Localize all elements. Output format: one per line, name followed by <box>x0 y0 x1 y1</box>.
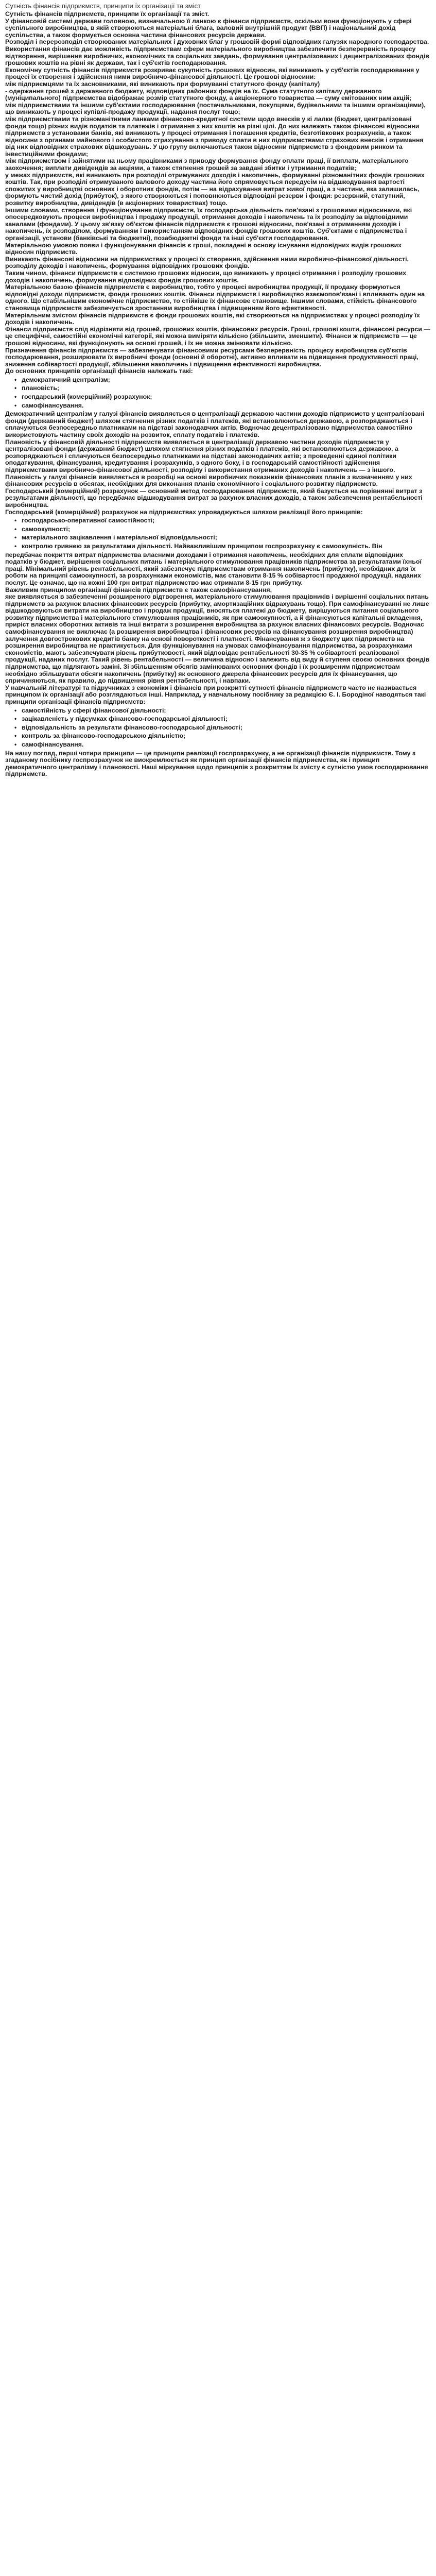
list-item <box>16 543 431 550</box>
list-item <box>16 517 431 524</box>
bullet-list <box>5 707 431 749</box>
list-item-text: контролю гривнею за результатами діяльності. Найважливішим принципом госпрозрахунку є самоокупність. Він <box>22 542 382 550</box>
paragraph: Таким чином, фінанси підприємств є системою грошових відносин, що виникають у процесі отримання і розподілу грошових доходів і накопичень, формування відповідних фондів грошових коштів. <box>5 269 407 284</box>
list-item <box>16 402 431 410</box>
paragraph: Іншими словами, створення і функціонування підприємств, їх господарська діяльність пов'язані з грошовими відносинами, які опосередковують процеси виробництва і продажу продукції, отримання доходів і накопичень та їх розподілу за відповідними каналами (фондами). У цьому зв'язку об'єктом фінансів підприємств є грошові відносини, пов'язані з отриманням доходів і накопичень, їх розподілом, формуванням і використанням відповідних фондів грошових коштів. Суб'єктами є підприємства і організації, установи (банківські та бюджетні), позабюджетні фонди та інші суб'єкти господарювання. <box>5 206 412 242</box>
paragraph: - одержання грошей з державного бюджету, відповідних районних фондів на їх. Сума статутного капіталу державного (муніципального) підприємства відображає розмір статутного фонду, а акціонерного товариства — суму емітованих ним акцій; <box>5 87 412 102</box>
bullet-icon: • <box>14 525 17 533</box>
list-item-text: самоокупності; <box>22 525 71 533</box>
paragraph: Господарський (комерційний) розрахунок — основний метод господарювання підприємств, який базується на порівнянні витрат з результатами діяльності, що передбачає відшкодування витрат за рахунок власних доходів, а також забезпечення рентабельності виробництва. <box>5 487 423 509</box>
list-item-text: самофінансування. <box>22 401 84 409</box>
paragraph: Демократичний централізм у галузі фінансів виявляється в централізації державою частини доходів підприємств у централізовані фонди (державний бюджет) шляхом стягнення різних податків і платежів, які встановлюються державою, а розпоряджаються і сплачуються безпосередньо платниками на підставі законодавчих актів. Водночас децентралізовано підприємства самостійно використовують частину своїх доходів на розвиток, сплату податків і платежів. <box>5 410 425 439</box>
bullet-icon: • <box>14 740 17 748</box>
paragraph: На нашу погляд, перші чотири принципи — це принципи реалізації госпрозрахунку, а не організації фінансів підприємств. Тому з згаданому посібнику госпрозрахунок не виокремлюється як принцип організації фінансів підприємства, як і принцип демократичного централізму і плановості. Наші міркування щодо принципів з розкриттям їх змісту є сутністю умов господарювання підприємств. <box>5 749 428 778</box>
paragraph: У навчальній літературі та підручниках з економіки і фінансів при розкритті сутності фінансів підприємств часто не називається принципом їх організації або розглядаються інші. Наприклад, у навчальному посібнику за редакцією Є. І. Бородіної наводяться такі принципи організації фінансів підприємств: <box>5 684 426 705</box>
bullet-icon: • <box>14 393 17 401</box>
bullet-icon: • <box>14 732 17 740</box>
bullet-icon: • <box>14 384 17 392</box>
paragraph: Призначення фінансів підприємств — забезпечувати фінансовими ресурсами безперервність процесу виробництва суб'єктів господарювання, розширювати їх виробничі фонди (основні й оборотні), активно впливати на підвищення продуктивності праці, зниження собівартості продукції, збільшення накопичень і підвищення ефективності виробництва. <box>5 346 418 368</box>
bullet-icon: • <box>14 723 17 731</box>
paragraph: Виникають фінансові відносини на підприємствах у процесі їх створення, здійснення ними виробничо-фінансової діяльності, розподілу доходів і накопичень, формування відповідних грошових фондів. <box>5 255 409 270</box>
list-item <box>16 707 431 715</box>
paragraph: між підприємствами та іншими суб'єктами господарювання (постачальниками, покупцями, будівельними та іншими організаціями), що виникають у процесі купівлі-продажу продукції, надання послуг тощо; <box>5 101 426 116</box>
document <box>0 0 436 782</box>
list-item-text: плановість; <box>22 384 60 392</box>
bullet-icon: • <box>14 715 17 723</box>
list-item <box>16 741 431 749</box>
bullet-list <box>5 377 431 409</box>
paragraph: у межах підприємств, які виникають при розподілі отримуваних доходів і накопичень, формуванні різноманітних фондів грошових коштів. Так, при розподілі отримуваного валового доходу частина його спрямовується передусім на відшкодування вартості спожитих у виробництві основних і оборотних фондів, потім — на відрахування витрат живої праці, а з частини, яка залишилась, формують чистий дохід (прибуток), з якого створюються і поповнюються відповідні резерви і фонди: резервний, статутний, розвитку виробництва, дивідендів (в акціонерних товариствах) тощо. <box>5 171 425 207</box>
paragraph: Плановість у галузі фінансів виявляється в розробці на основі виробничих показників фінансових планів з визначенням у них фінансових ресурсів в обсягах, необхідних для виконання планів економічного і соціального розвитку підприємств. <box>5 473 412 488</box>
list-item-text: демократичний централізм; <box>22 376 110 383</box>
bullet-icon: • <box>14 534 17 541</box>
page-title: Сутність фінансів підприємств, принципи їх організації та зміст <box>5 2 201 10</box>
paragraph: У фінансовій системі держави головною, визначальною її ланкою є фінанси підприємств, оскільки вони функціонують у сфері суспільного виробництва, в якій створюються матеріальні блага, валовий внутрішній продукт (ВВП) і національний дохід суспільства, а також формується основна частина фінансових ресурсів держави. <box>5 17 412 39</box>
list-item <box>16 385 431 392</box>
list-item <box>16 394 431 401</box>
bullet-icon: • <box>14 376 17 383</box>
document-body <box>5 11 431 778</box>
paragraph: Фінанси підприємств слід відрізняти від грошей, грошових коштів, фінансових ресурсів. Гроші, грошові кошти, фінансові ресурси — це специфічні, самостійні економічні категорії, які можна виміряти кількісно (збільшити, зменшити). Фінанси ж підприємств — це грошові відносини, які функціонують на основі грошей, і їх не можна змінювати кількісно. <box>5 325 430 347</box>
list-item-text: самофінансування. <box>22 740 84 748</box>
list-item-text: господарсько-оперативної самостійності; <box>22 517 155 524</box>
list-item <box>16 377 431 384</box>
list-item <box>16 733 431 740</box>
list-item-text: зацікавленість у підсумках фінансово-господарської діяльності; <box>22 715 228 723</box>
paragraph: між підприємцями та їх засновниками, які виникають при формуванні статутного фонду (капіталу) <box>5 80 320 88</box>
paragraph: Сутність фінансів підприємств, принципи їх організації та зміст. <box>5 10 210 18</box>
paragraph: між підприємствами та різноманітними ланками фінансово-кредитної системи щодо внесків у кі лалки (бюджет, централізовані фонди тощо) різних видів податків та платежів і отримання з них коштів на різні цілі. До них належать також фінансові відносини підприємств з установами банків, які виникають у процесі отримання і погашення кредитів, безготівкових розрахунків, а також відносини з органами майнового і особистого страхування з приводу сплати в них підприємствами страхових внесків і отримання від них відповідних страхових відшкодувань. У цю групу включаються також відносини підприємств з фондовим ринком та інвестиційними фондами; <box>5 115 424 158</box>
paragraph: яке виявляється в забезпеченні розширеного відтворення, матеріального стимулювання працівників і вирішенні соціальних питань підприємств за рахунок власних фінансових ресурсів (прибутку, амортизаційних відрахувань тощо). При самофінансуванні не лише відшкодовуються витрати на виробництво і продаж продукції, вносяться платежі до бюджету, вирішуються питання соціального розвитку підприємства і матеріального стимулювання працівників, як при самоокупності, а й фінансуються капітальні вкладення, приріст власних оборотних активів та інші витрати з розширення виробництва за рахунок власних фінансових ресурсів. Водночас самофінансування не виключає (а розширення виробництва і фінансових ресурсів на фінансування розширення виробництва) залучення довгострокових кредитів банку на основі повороткості і платності. Фінансування ж з бюджету цих підприємств на розширення виробництва не практикується. Для функціонування на умовах самофінансування підприємства, за розрахунками економістів, мають забезпечувати рівень прибутковості, який відповідає рентабельності 30-35 % собівартості реалізованої продукції, наданих послуг. Такий рівень рентабельності — величина відносно і залежить від виду й ступеня своєю основних фондів підприємства, що підлягають заміні. Зі збільшенням обсягів замінюваних основних фондів і їх розширеним підприємствам необхідно збільшувати обсяги накопичень (прибутку) як основного джерела фінансових ресурсів для їх фінансування, що спричиняються, як правило, до підвищення рівня рентабельності, і навпаки. <box>5 593 430 685</box>
bullet-icon: • <box>14 706 17 714</box>
bullet-list <box>5 517 431 550</box>
paragraph: Плановість у фінансовій діяльності підприємств виявляється в централізації державою частини доходів підприємств у централізовані фонди (державний бюджет) шляхом стягнення різних податків і платежів, які встановлюються державою, а розпоряджаються і сплачуються безпосередньо платниками на підставі законодавчих актів; з проведенні єдиної політики оподаткування, фінансування, кредитування і розрахунків, з одного боку, і в господарській самостійності здійснення підприємствами виробничо-фінансової діяльності, розподілу і використання отриманих доходів і накопичень — з іншого. <box>5 438 398 473</box>
paragraph: Розподіл і перерозподіл створюваних матеріальних і духовних благ у грошовій формі відповідних галузях народного господарства. <box>5 38 429 46</box>
bullet-icon: • <box>14 542 17 550</box>
list-item <box>16 534 431 541</box>
paragraph: між підприємством і зайнятими на ньому працівниками з приводу формування фонду оплати праці, її виплати, матеріального заохочення; виплати дивідендів за акціями, а також стягнення грошей за завдані збитки і утримання податків; <box>5 157 409 172</box>
list-item-text: госпдарський (комерційний) розрахунок; <box>22 393 152 401</box>
list-item-text: матеріального зацікавлення і матеріальної відповідальності; <box>22 534 217 541</box>
list-item-text: відповідальність за результати фінансово-господарської діяльності; <box>22 723 242 731</box>
paragraph: Економічну сутність фінансів підприємств розкриває сукупність грошових відносин, які виникають у суб'єктів господарювання у процесі їх створення і здійснення ними виробничо-фінансової діяльності. Це грошові відносини: <box>5 66 420 81</box>
paragraph: Використання фінансів дає можливість підприємствам сфери матеріального виробництва забезпечити безперервність процесу відтворення, вирішення виробничих, економічних та соціальних завдань, формування централізованих і децентралізованих фондів грошових коштів на рівні як держави, так і суб'єктів господарювання. <box>5 45 429 67</box>
paragraph: Важливим принципом організації фінансів підприємств є також самофінансування, <box>5 586 272 594</box>
paragraph: Матеріальною базою фінансів підприємств є виробництво, тобто у процесі виробництва продукції, її продажу формуються відповідні доходи підприємств, фонди грошових коштів. Фінанси підприємств і виробництво взаємопов'язані і впливають один на одного. Що стабільнішим економічне підприємство, то стійкіше їх фінансове становище. Іншими словами, стійкість фінансового становища підприємств забезпечується зростанням виробництва і підвищенням його ефективності. <box>5 283 425 312</box>
bullet-icon: • <box>14 517 17 524</box>
list-item <box>16 526 431 533</box>
paragraph: Господарський (комерційний) розрахунок на підприємствах упроваджується шляхом реалізації його принципів: <box>5 508 363 516</box>
bullet-icon: • <box>14 401 17 409</box>
list-item <box>16 716 431 723</box>
list-item <box>16 724 431 732</box>
paragraph: Матеріальним змістом фінансів підприємств є фонди грошових коштів, які створюються на підприємствах у процесі розподілу їх доходів і накопичень. <box>5 311 420 326</box>
list-item-text: самостійність у сфері фінансової діяльності; <box>22 706 166 714</box>
paragraph: передбачає покриття витрат підприємства власними доходами і отримання накопичень, необхідних для сплати відповідних податків у бюджет, вирішення соціальних питань і матеріального стимулювання працівників підприємства за результатами їхньої праці. Мінімальний рівень рентабельності, який забезпечує підприємствам отримання накопичень (прибутку), необхідних для їх роботи на принципі самоокупності, за розрахунками економістів, має становити 8-15 % собівартості продажної продукції, наданих послуг. Це означає, що на кожні 100 грн витрат підприємство має отримати 8-15 грн прибутку. <box>5 551 422 586</box>
paragraph: Матеріальною умовою появи і функціонування фінансів є гроші, покладені в основу існування відповідних видів грошових відносин підприємств. <box>5 241 402 256</box>
paragraph: До основних принципів організації фінансів належать такі: <box>5 367 193 375</box>
list-item-text: контроль за фінансово-господарською діяльністю; <box>22 732 186 740</box>
